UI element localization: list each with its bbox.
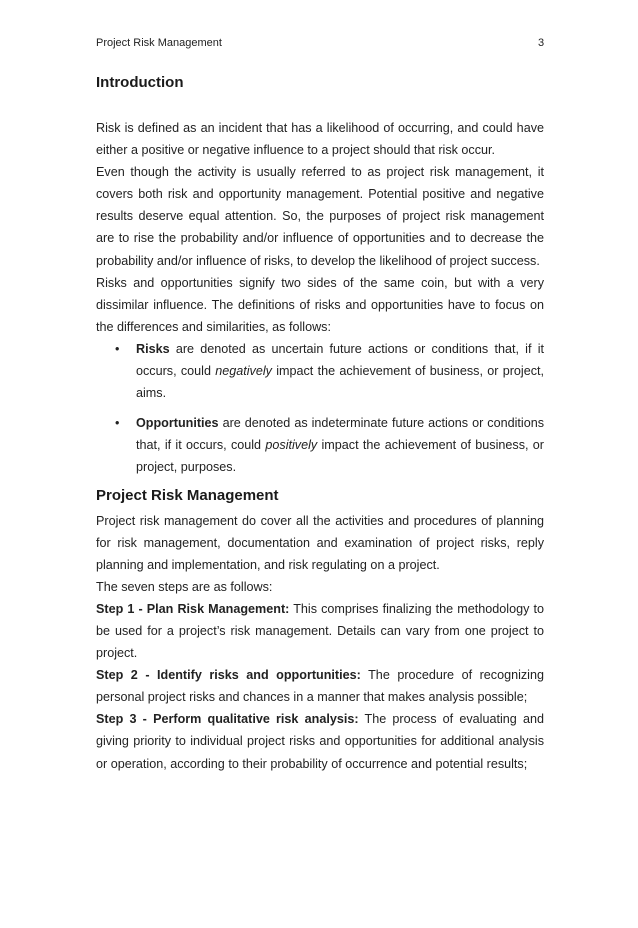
step-text: The process of evaluating and giving priority to individual project risks and opportunities for additional analysis or operation, according to their probability of occurrence and potential results; — [96, 712, 544, 771]
intro-paragraph-1: Risk is defined as an incident that has a likelihood of occurring, and could have either a positive or negative influence to a project should that risk occur. — [96, 121, 544, 158]
list-item-emphasis: negatively — [215, 364, 272, 379]
step-text: The procedure of recognizing personal project risks and chances in a manner that makes analysis possible; — [96, 668, 544, 705]
list-item-text: impact the achievement of business, or project, aims. — [136, 364, 545, 401]
project-risk-management-heading: Project Risk Management — [96, 486, 279, 504]
step-text: This comprises finalizing the methodology to be used for a project’s risk management. Details can vary from one project to project. — [96, 601, 544, 661]
definitions-list — [96, 338, 544, 479]
page-content — [96, 74, 544, 775]
step-paragraph — [96, 708, 544, 774]
list-item-text: impact the achievement of business, or project, purposes. — [136, 438, 544, 475]
list-item-term: Risks — [136, 341, 170, 356]
prm-paragraph-2: The seven steps are as follows: — [96, 579, 273, 594]
step-paragraph — [96, 664, 544, 708]
list-item-term: Opportunities — [136, 416, 219, 431]
list-item — [96, 338, 544, 404]
list-item-text: are denoted as uncertain future actions or conditions that, if it occurs, could — [136, 341, 544, 379]
step-paragraph — [96, 598, 544, 664]
list-item-text: are denoted as indeterminate future actions or conditions that, if it occurs, could — [136, 416, 544, 453]
page-number: 3 — [538, 37, 545, 49]
bullet-icon: • — [115, 341, 120, 356]
step-label: Step 1 - Plan Risk Management: — [96, 601, 290, 616]
step-label: Step 3 - Perform qualitative risk analysis: — [96, 712, 359, 727]
running-header-title: Project Risk Management — [96, 37, 222, 49]
list-item — [96, 412, 544, 478]
bullet-icon: • — [115, 416, 120, 431]
step-label: Step 2 - Identify risks and opportunities: — [96, 668, 361, 683]
intro-paragraph-3: Risks and opportunities signify two sides of the same coin, but with a very dissimilar influence. The definitions of risks and opportunities have to focus on the differences and similarities, as follows: — [96, 275, 544, 334]
prm-paragraph-1: Project risk management do cover all the activities and procedures of planning for risk management, documentation and examination of project risks, reply planning and implementation, and risk regulating on a project. — [96, 513, 544, 572]
intro-paragraph-2: Even though the activity is usually referred to as project risk management, it covers both risk and opportunity management. Potential positive and negative results deserve equal attention. So, the purposes of project risk management are to rise the probability and/or influence of opportunities and to decrease the probability and/or influence of risks, to develop the likelihood of project success. — [96, 165, 544, 268]
introduction-heading: Introduction — [96, 74, 184, 91]
list-item-emphasis: positively — [265, 438, 318, 453]
